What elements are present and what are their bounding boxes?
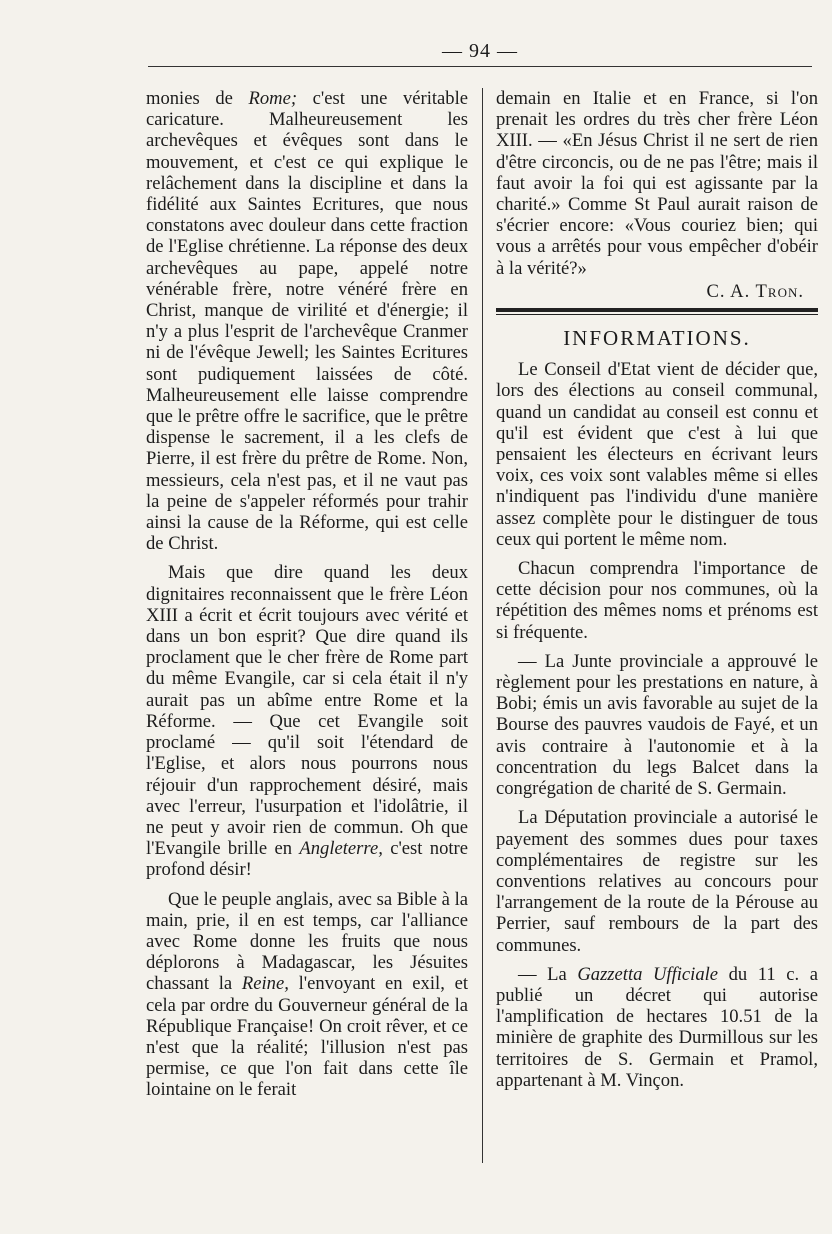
news-item: Chacun comprendra l'importance de cette décision pour nos communes, où la répétition des mêmes noms et prénoms est si fréquente. bbox=[496, 558, 818, 643]
section-title: INFORMATIONS. bbox=[563, 326, 751, 351]
right-column bbox=[496, 88, 818, 1099]
news-item: La Députation provinciale a autorisé le payement des sommes dues pour taxes complémentaires de registre sur les conventions relatives au concours pour l'arrangement de la route de la Pérouse au Perrier, sauf rembours de la part des communes. bbox=[496, 807, 818, 956]
column-divider bbox=[482, 88, 483, 1163]
article-continuation: demain en Italie et en France, si l'on prenait les ordres du très cher frère Léon XIII. — «En Jésus Christ il ne sert de rien d'être circoncis, ou de ne pas l'être; mais il faut avoir la foi qui est agissante par la charité.» Comme St Paul aurait raison de s'écrier encore: «Vous couriez bien; qui vous a arrêtés pour vous empêcher d'obéir à la vérité?» bbox=[496, 88, 818, 279]
author-signature: C. A. Tron. bbox=[706, 280, 804, 302]
page-number: — 94 — bbox=[442, 40, 518, 62]
paragraph: monies de Rome; c'est une véritable caricature. Malheureusement les archevêques et évêques sont dans le mouvement, et c'est ce qui explique le relâchement dans la discipline et dans la fidélité aux Saintes Ecritures, que nous constatons avec douleur dans cette fraction de l'Eglise chrétienne. La réponse des deux archevêques au pape, appelé notre vénérable frère, notre vénéré frère en Christ, manque de virilité et d'énergie; il n'y a plus l'esprit de l'archevêque Cranmer ni de l'évêque Jewell; les Saintes Ecritures sont pudiquement laissées de côté. Malheureusement elle laisse comprendre que le prêtre offre le sacrifice, que le prêtre dispense le sacrement, il a les clefs de Pierre, il est frère du prêtre de Rome. Non, messieurs, cela n'est pas, et il ne vaut pas la peine de s'appeler réformés pour trahir ainsi la cause de la Réforme, qui est celle de Christ. bbox=[146, 88, 468, 555]
news-item: Le Conseil d'Etat vient de décider que, lors des élections au conseil communal, quand un candidat au conseil est connu et qu'il est évident que c'est à lui que pensaient les électeurs en écrivant leurs voix, ces voix sont valables même si elles n'indiquent pas l'individu d'une manière assez complète pour le distinguer de tous ceux qui portent le même nom. bbox=[496, 359, 818, 550]
left-column bbox=[146, 88, 468, 1109]
section-rule bbox=[496, 308, 818, 312]
header-rule bbox=[148, 66, 812, 67]
paragraph: Mais que dire quand les deux dignitaires reconnaissent que le frère Léon XIII a écrit et écrit toujours avec vérité et dans un bon esprit? Que dire quand ils proclament que le cher frère de Rome part du même Evangile, car si cela était il n'y aurait pas un abîme entre Rome et la Réforme. — Que cet Evangile soit proclamé — qu'il soit l'étendard de l'Eglise, et alors nous pourrons nous réjouir d'un rapprochement désiré, mais avec l'erreur, l'usurpation et l'idolâtrie, il ne peut y avoir rien de commun. Oh que l'Evangile brille en Angleterre, c'est notre profond désir! bbox=[146, 562, 468, 881]
page-header bbox=[148, 34, 812, 68]
paragraph: Que le peuple anglais, avec sa Bible à la main, prie, il en est temps, car l'alliance avec Rome donne les fruits que nous déplorons à Madagascar, les Jésuites chassant la Reine, l'envoyant en exil, et cela par ordre du Gouverneur général de la République Française! On croit rêver, et ce n'est que la réalité; l'illusion n'est pas permise, ce que l'on fait dans cette île lointaine on le ferait bbox=[146, 888, 468, 1101]
news-item: — La Junte provinciale a approuvé le règlement pour les prestations en nature, à Bobi; émis un avis favorable au sujet de la Bourse des pauvres vaudois de Fayé, et un avis contraire à l'autonomie et à la concentration du legs Balcet dans la congrégation de charité de S. Germain. bbox=[496, 650, 818, 800]
news-item: — La Gazzetta Ufficiale du 11 c. a publié un décret qui autorise l'amplification de hectares 10.51 de la minière de graphite des Durmillous sur les territoires de S. Germain et Pramol, appartenant à M. Vinçon. bbox=[496, 963, 818, 1091]
